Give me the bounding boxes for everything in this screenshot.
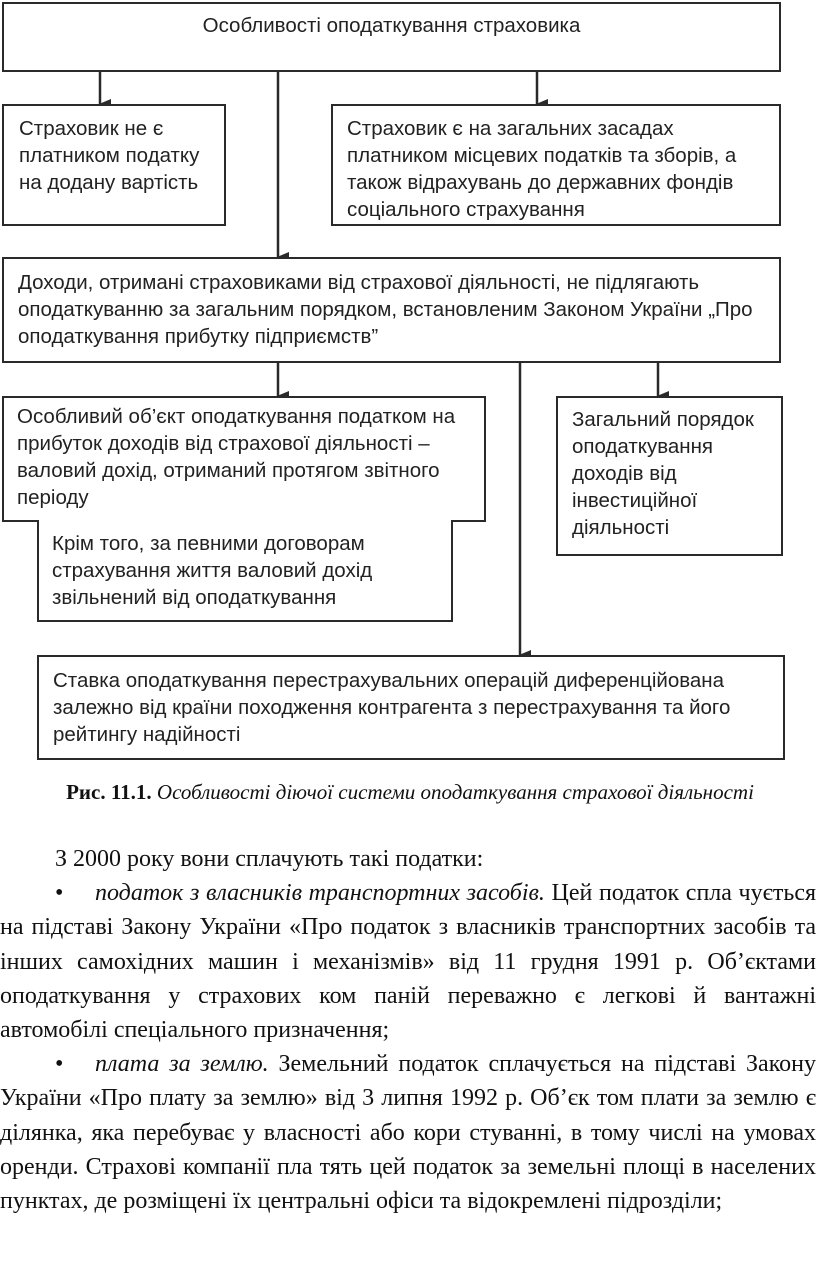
- left-box-life-insurance: [37, 520, 453, 622]
- bullet-item-text: Земельний податок сплачується на підставі Закону України «Про плату за землю» від 3 липня 1992 р. Об’єк том плати за землю є ділянка, яка перебуває у власності або кори стуванні, в тому числі на умовах оренди. Страхові компанії пла тять цей податок за земельні площі в населених пунктах, де розміщені їх центральні офіси та відокремлені підрозділи;: [0, 1051, 816, 1215]
- bullet-item-title: податок з власників транспортних засобів.: [95, 880, 545, 907]
- left-box-vat-text: Страховик не є платником податку на додану вартість: [19, 117, 200, 194]
- right-box-local-taxes: [331, 104, 781, 226]
- bullet-item-text: Цей податок спла чується на підставі Закону України «Про податок з власників транспортних засобів та інших самохідних машин і механізмів» від 11 грудня 1991 р. Об’єктами оподаткування у страхових ком паній переважно є легкові й вантажні автомобілі спеціального призначення;: [0, 880, 816, 1044]
- right-box-investment-text: Загальний порядок оподаткування доходів від інвестиційної діяльності: [572, 408, 754, 539]
- left-box-vat: [2, 104, 226, 226]
- body-text: [0, 842, 816, 1218]
- middle-box-income-text: Доходи, отримані страховиками від страхової діяльності, не підлягають оподаткуванню за загальним порядком, встановленим Законом України „Про оподаткування прибутку підприємств”: [18, 271, 753, 348]
- bottom-box-reinsurance-rate-text: Ставка оподаткування перестрахувальних операцій диференційована залежно від країни походження контрагента з перестрахування та його рейтингу надійності: [53, 669, 731, 746]
- top-box: [2, 2, 781, 72]
- bullet-symbol: •: [55, 1051, 64, 1078]
- intro-paragraph: З 2000 року вони сплачують такі податки:: [55, 846, 484, 872]
- left-box-special-object: [2, 396, 486, 522]
- middle-box-income: [2, 257, 781, 363]
- figure-label: Рис. 11.1.: [66, 780, 152, 804]
- left-box-special-object-text: Особливий об’єкт оподаткування податком на прибуток доходів від страхової діяльності –валовий дохід, отриманий протягом звітного періоду: [17, 405, 456, 509]
- bullet-item-land-fee: [0, 1047, 816, 1218]
- right-box-local-taxes-text: Страховик є на загальних засадах платником місцевих податків та зборів, а також відрахувань до державних фондів соціального страхування: [347, 117, 737, 221]
- bullet-item-title: плата за землю.: [95, 1051, 269, 1078]
- figure-caption: [40, 778, 780, 806]
- bullet-item-vehicle-tax: [0, 876, 816, 1047]
- top-box-text: Особливості оподаткування страховика: [202, 14, 581, 37]
- bullet-symbol: •: [55, 880, 64, 907]
- right-box-investment: [556, 396, 783, 556]
- bottom-box-reinsurance-rate: [37, 655, 785, 760]
- figure-title: Особливості діючої системи оподаткування страхової діяльності: [156, 780, 754, 804]
- left-box-life-insurance-text: Крім того, за певними договорам страхування життя валовий дохід звільнений від оподаткування: [52, 532, 373, 609]
